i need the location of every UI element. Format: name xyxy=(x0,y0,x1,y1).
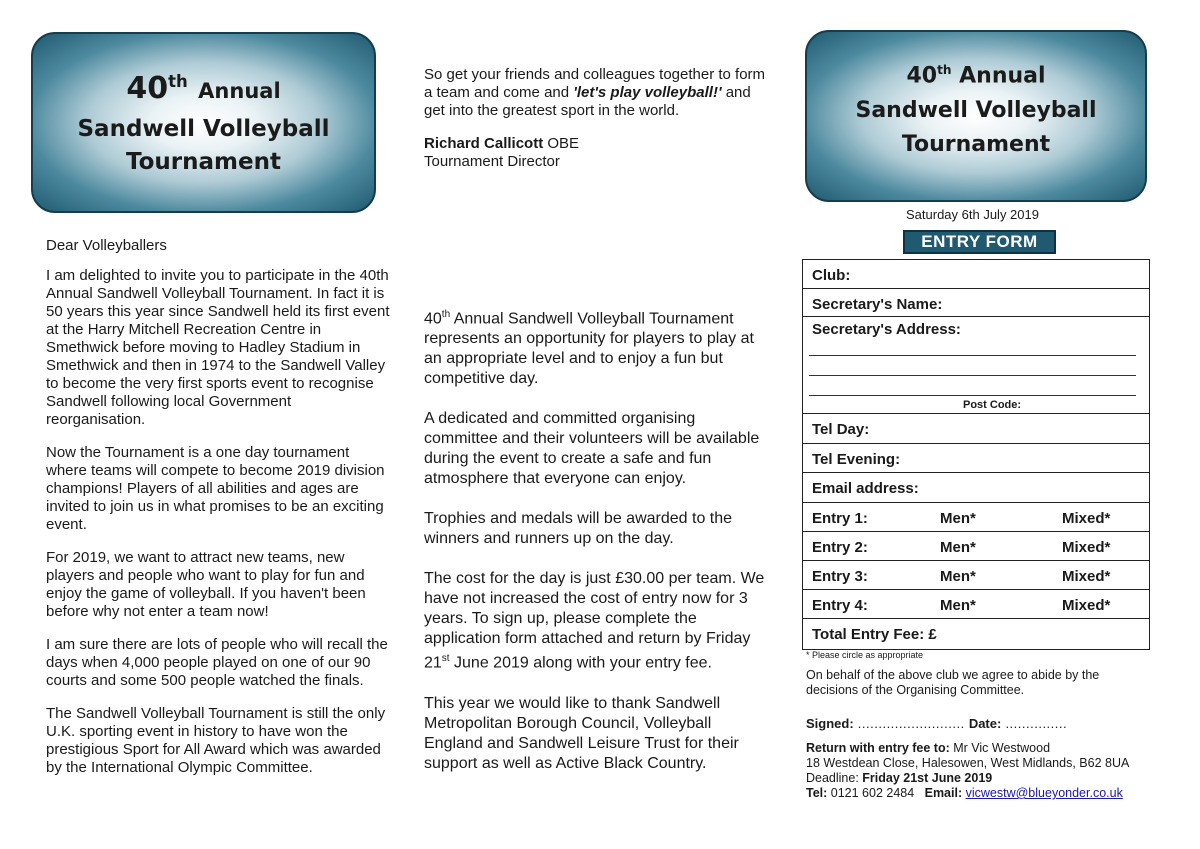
secretary-name-field[interactable]: Secretary's Name: xyxy=(803,289,1149,317)
entry-row: Entry 1: Men* Mixed* xyxy=(803,503,1149,532)
mixed-option[interactable]: Mixed* xyxy=(1062,510,1111,527)
signature-block: Richard Callicott OBE Tournament Director xyxy=(424,135,580,170)
men-option[interactable]: Men* xyxy=(940,568,976,585)
banner-line-3: Tournament xyxy=(901,132,1051,158)
intro-paragraph: 40th Annual Sandwell Volleyball Tournament represents an opportunity for players to play at an appropriate level and to enjoy a fun but competitive day. xyxy=(424,309,754,388)
banner-line-3: Tournament xyxy=(126,149,281,175)
men-option[interactable]: Men* xyxy=(940,597,976,614)
men-option[interactable]: Men* xyxy=(940,510,976,527)
cost-paragraph: The cost for the day is just £30.00 per team. We have not increased the cost of entry now for 3 years. To sign up, please complete the application form attached and return by Friday 21st June 2019 along with your entry fee. xyxy=(424,570,765,672)
telephone: 0121 602 2484 xyxy=(827,786,915,800)
banner-line-1: 40th Annual xyxy=(906,63,1046,89)
letter-closing xyxy=(424,66,769,171)
return-name: Mr Vic Westwood xyxy=(949,741,1051,755)
email-field[interactable]: Email address: xyxy=(803,473,1149,503)
email-link[interactable]: vicwestw@blueyonder.co.uk xyxy=(965,786,1123,800)
closing-paragraph: So get your friends and colleagues together to form a team and come and 'let's play volleyball!' and get into the greatest sport in the world. xyxy=(424,66,766,119)
entry-row: Entry 2: Men* Mixed* xyxy=(803,532,1149,561)
men-option[interactable]: Men* xyxy=(940,539,976,556)
signed-label: Signed: xyxy=(806,716,854,731)
info-column xyxy=(424,305,769,794)
title-banner-left xyxy=(31,32,376,213)
signature-line[interactable]: Signed: .......................... Date: ............... xyxy=(806,716,1068,731)
committee-paragraph: A dedicated and committed organising committee and their volunteers will be available during the event to create a safe and fun atmosphere that everyone can enjoy. xyxy=(424,410,760,488)
entry-form xyxy=(802,259,1150,650)
address-line xyxy=(809,395,1136,396)
circle-note: * Please circle as appropriate xyxy=(806,650,924,660)
banner-line-2: Sandwell Volleyball xyxy=(855,98,1097,124)
entry-row: Entry 4: Men* Mixed* xyxy=(803,590,1149,619)
return-address: 18 Westdean Close, Halesowen, West Midlands, B62 8UA xyxy=(806,756,1130,770)
secretary-address-field[interactable]: Secretary's Address: Post Code: xyxy=(803,317,1149,414)
letter-paragraph: For 2019, we want to attract new teams, new players and people who want to play for fun and enjoy the game of volleyball. If you haven't been before why not enter a team now! xyxy=(46,549,366,620)
return-info: Return with entry fee to: Mr Vic Westwood 18 Westdean Close, Halesowen, West Midlands, B62 8UA Deadline: Friday 21st June 2019 Tel: 0121 602 2484 Email: vicwestw@blueyonder.co.uk xyxy=(806,741,1156,801)
club-field[interactable]: Club: xyxy=(803,260,1149,289)
entry-row: Entry 3: Men* Mixed* xyxy=(803,561,1149,590)
banner-line-1: 40th Annual xyxy=(126,71,281,106)
return-label: Return with entry fee to: xyxy=(806,741,950,755)
letter-paragraph: Now the Tournament is a one day tournament where teams will compete to become 2019 division champions! Players of all abilities and ages are invited to join us in what promises to be an exciting event. xyxy=(46,444,385,533)
event-date: Saturday 6th July 2019 xyxy=(906,207,1039,222)
post-code-label: Post Code: xyxy=(963,399,1022,411)
deadline: Friday 21st June 2019 xyxy=(862,771,993,785)
letter-paragraph: I am delighted to invite you to participate in the 40th Annual Sandwell Volleyball Tournament. In fact it is 50 years this year since Sandwell held its first event at the Harry Mitchell Recreation Centre in Smethwick before moving to Hadley Stadium in Smethwick and then in 1974 to the Sandwell Valley to become the very first sports event to recognise Sandwell following local Government reorganisation. xyxy=(46,267,390,428)
tel-day-field[interactable]: Tel Day: xyxy=(803,414,1149,444)
greeting: Dear Volleyballers xyxy=(46,237,167,254)
mixed-option[interactable]: Mixed* xyxy=(1062,597,1111,614)
address-line xyxy=(809,375,1136,376)
entry-form-title: ENTRY FORM xyxy=(903,230,1056,254)
letter-column xyxy=(46,237,391,792)
date-label: Date: xyxy=(968,716,1002,731)
letter-paragraph: The Sandwell Volleyball Tournament is still the only U.K. sporting event in history to have won the prestigious Sport for All Award which was awarded by the International Olympic Committee. xyxy=(46,705,386,776)
thanks-paragraph: This year we would like to thank Sandwell Metropolitan Borough Council, Volleyball England and Sandwell Leisure Trust for their support as well as Active Black Country. xyxy=(424,694,739,772)
mixed-option[interactable]: Mixed* xyxy=(1062,568,1111,585)
signer-title: Tournament Director xyxy=(424,153,560,170)
banner-line-2: Sandwell Volleyball xyxy=(77,116,330,142)
letter-paragraph: I am sure there are lots of people who will recall the days when 4,000 people played on one of our 90 courts and some 500 people watched the finals. xyxy=(46,636,388,689)
tel-evening-field[interactable]: Tel Evening: xyxy=(803,444,1149,473)
total-fee-field[interactable]: Total Entry Fee: £ xyxy=(812,626,937,643)
title-banner-right xyxy=(805,30,1147,202)
signer-name: Richard Callicott xyxy=(424,135,544,152)
trophies-paragraph: Trophies and medals will be awarded to the winners and runners up on the day. xyxy=(424,510,733,548)
declaration: On behalf of the above club we agree to abide by the decisions of the Organising Committee. xyxy=(806,668,1100,697)
address-line xyxy=(809,355,1136,356)
mixed-option[interactable]: Mixed* xyxy=(1062,539,1111,556)
